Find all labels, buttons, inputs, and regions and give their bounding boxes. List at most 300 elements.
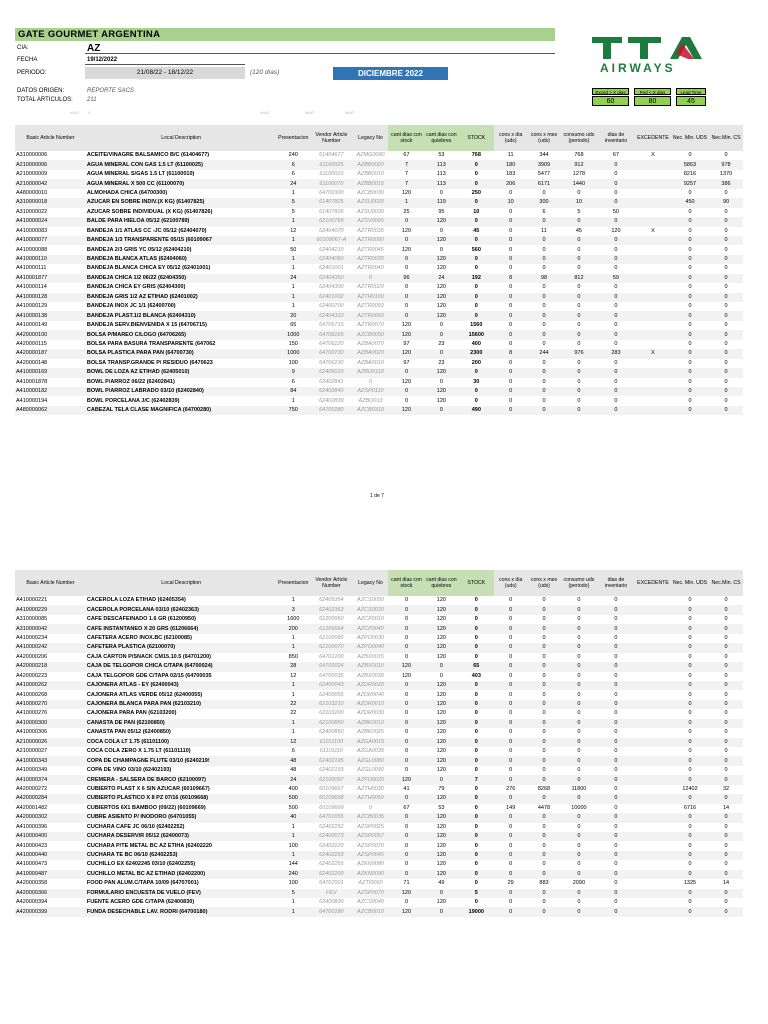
cell-description: CAJONERA PARA PAN (62103200) [86,710,177,717]
cell-dias-stock: 120 [401,246,412,253]
cell-presentacion: 150 [288,340,298,347]
cell-stock: 0 [474,284,478,291]
cell-presentacion: 240 [276,870,310,879]
cell-dias-quiebres: 120 [424,624,458,633]
table-row [15,690,743,699]
cell-nec-min-cs: 0 [724,227,728,234]
cell-description: CAJONERA ATLAS VERDE 05/12 (62400055) [86,691,203,698]
cell-legacy-no: AZSP0045 [353,851,389,860]
cell-nec-min-cs: 386 [709,179,743,188]
cell-presentacion: 1 [276,643,310,652]
cell-dias-stock: 0 [388,605,424,614]
cell-description: ALMOHADA CHICA (64700300) [86,189,168,196]
cell-stock: 0 [458,198,494,207]
cell-stock: 0 [458,681,494,690]
cell-cons-dia: 0 [494,775,527,784]
cell-dias-quiebres: 53 [438,152,445,159]
cell-presentacion: 200 [276,624,310,633]
table-row [15,615,743,624]
cell-excedente [635,841,671,850]
cell-presentacion: 1600 [287,616,300,623]
table-row [15,283,743,292]
cell-nec-min-uds: 0 [671,700,709,709]
cell-dias-stock: 0 [388,738,424,747]
cell-cons-mes: 0 [527,605,561,614]
cell-stock: 0 [458,700,494,709]
cell-cons-mes: 0 [527,236,561,245]
cell-dias-quiebres: 120 [436,397,446,404]
cell-dias-quiebres: 120 [436,691,446,698]
cell-legacy-no: 0 [368,804,373,811]
cell-excedente [635,293,671,302]
cell-cons-mes: 5477 [537,171,551,178]
cell-nec-min-cs: 0 [724,303,728,310]
cell-dias-stock: 0 [388,870,424,879]
cell-article-number: A410000169 [15,368,86,377]
cell-cons-dia: 0 [509,653,513,660]
cell-dias-inventario: 0 [614,691,618,698]
cell-nec-min-uds: 0 [688,227,692,234]
cell-cons-mes: 0 [527,624,561,633]
cell-nec-min-uds: 0 [671,624,709,633]
cell-consumo-periodo: 0 [561,851,597,860]
cell-consumo-periodo: 0 [577,634,581,641]
cell-dias-stock: 97 [403,359,410,366]
cell-dias-quiebres: 23 [438,359,445,366]
table-row [15,889,743,898]
inventory-table-page-1 [15,125,743,415]
cell-legacy-no: AZTI0060 [358,880,383,887]
cell-nec-min-uds: 0 [671,236,709,245]
cell-nec-min-uds: 12402 [682,785,698,792]
cell-dias-quiebres: 53 [438,804,445,811]
cell-legacy-no: AZMG0090 [356,152,385,159]
cell-vendor-article: 62400700 [319,303,344,310]
cell-presentacion: 1 [291,634,295,641]
cell-nec-min-uds: 0 [671,813,709,822]
cell-article-number: A410000374 [15,775,86,784]
cell-presentacion: 9 [276,368,310,377]
kpi-lead-value: 45 [676,96,706,106]
cell-cons-mes: 0 [542,653,546,660]
cell-excedente [635,340,671,349]
table-row [15,643,743,652]
cell-stock: 0 [474,729,478,736]
cell-description: BALDE PARA HIELOA 05/12 (62100789) [86,217,276,226]
cell-vendor-article: 60109667 [319,785,344,792]
cell-legacy-no: AZSP0025 [357,823,384,830]
table-row [15,728,743,737]
cell-nec-min-uds: 0 [688,634,692,641]
cell-cons-dia: 0 [494,738,527,747]
cell-nec-min-uds: 5863 [671,160,709,169]
cell-vendor-article: 61404677 [319,152,344,159]
cell-article-number: A410000077 [15,236,86,245]
cell-description: CUBIERTO PLASTICO X 8 PZ 07/16 (60109668) [86,794,276,803]
cell-nec-min-cs: 0 [724,189,728,196]
cell-article-number: A420000272 [16,785,48,792]
cell-description: CAFE INSTANTANEO X 20 GRS (61206664) [86,624,276,633]
logo-text: AIRWAYS [600,61,676,75]
cell-consumo-periodo: 0 [577,303,581,310]
cell-consumo-periodo: 0 [561,700,597,709]
cell-dias-inventario: 0 [597,662,635,671]
cell-nec-min-uds: 0 [671,643,709,652]
cell-dias-inventario: 0 [614,616,618,623]
cell-stock: 0 [474,842,478,849]
cell-article-number: A410000229 [15,605,86,614]
cell-dias-inventario: 0 [614,842,618,849]
cell-presentacion: 1 [276,293,310,302]
cell-article-number: A420000302 [15,813,86,822]
cell-vendor-article: 62402363 [310,605,352,614]
cell-dias-inventario: 0 [597,406,635,415]
cell-dias-inventario: 59 [597,274,635,283]
cell-excedente [635,236,671,245]
cell-dias-stock: 0 [404,729,408,736]
cell-presentacion: 1 [276,719,310,728]
cell-presentacion: 6 [276,160,310,169]
cell-cons-mes: 0 [527,775,561,784]
cell-cons-mes: 0 [527,738,561,747]
cell-nec-min-uds: 0 [671,387,709,396]
cell-nec-min-cs: 0 [724,208,728,215]
cell-nec-min-uds: 0 [688,899,692,906]
cell-cons-dia: 10 [494,198,527,207]
cell-nec-min-cs: 0 [724,359,728,366]
cell-description: COPA DE CHAMPAGNE FLUTE 03/10 (6240219! [86,756,276,765]
cell-vendor-article: 62402195 [310,756,352,765]
cell-cons-mes: 0 [542,284,546,291]
cell-nec-min-uds: 0 [688,378,692,385]
cell-cons-dia: 0 [509,359,513,366]
cell-dias-inventario: 0 [614,246,618,253]
cell-nec-min-uds: 0 [671,738,709,747]
cell-vendor-article: 64700300 [319,189,344,196]
cell-dias-stock: 0 [388,643,424,652]
cell-legacy-no: AZBX0030 [357,672,384,679]
cell-cons-dia: 0 [494,851,527,860]
cell-nec-min-cs: 0 [709,217,743,226]
cell-stock: 2300 [458,349,494,358]
cell-nec-min-cs: 1370 [719,171,733,178]
cell-nec-min-uds: 0 [671,662,709,671]
table-row [15,766,743,775]
column-header-description: Local Description [86,570,276,596]
cell-dias-stock: 0 [388,681,424,690]
cell-cons-mes: 0 [527,368,561,377]
cell-dias-stock: 0 [404,634,408,641]
cell-dias-stock: 120 [388,889,424,898]
cell-dias-quiebres: 0 [424,889,458,898]
cell-article-number: A410000473 [16,861,48,868]
cell-excedente [635,179,671,188]
cell-stock: 0 [458,311,494,320]
cell-nec-min-cs: 14 [722,804,730,811]
cell-dias-stock: 0 [388,217,424,226]
cell-presentacion: 1 [291,691,295,698]
cell-description: CACEROLA PORCELANA 03/10 (62402363) [86,605,276,614]
column-header-nec-min-cs: Nec.Min. CS [709,570,743,596]
table-row [15,823,743,832]
cell-dias-stock: 0 [404,597,408,604]
cell-consumo-periodo: 0 [577,823,581,830]
cell-cons-mes: 0 [527,643,561,652]
cell-description: ACEITE/VINAGRE BALSAMICO B/C (61404677) [86,152,210,159]
cell-description: CUCHARA TE BC 06/10 (62402253) [86,851,276,860]
table-row [15,700,743,709]
cell-excedente [635,208,671,217]
cell-legacy-no: AZTR0060 [353,311,389,320]
cell-stock: 0 [458,179,494,188]
cell-dias-stock: 0 [404,710,408,717]
cell-stock: 0 [458,851,494,860]
cell-vendor-article: 64706220 [319,340,344,347]
table-row [15,274,743,283]
cell-legacy-no: AZCS0050 [357,597,384,604]
cell-consumo-periodo: 0 [577,246,581,253]
cell-consumo-periodo: 912 [561,160,597,169]
cell-nec-min-uds: 0 [688,208,692,215]
cell-dias-stock: 0 [388,832,424,841]
cell-stock: 560 [471,246,481,253]
cell-cons-dia: 180 [494,160,527,169]
cell-nec-min-cs: 0 [724,653,728,660]
cell-presentacion: 1 [291,265,295,272]
cell-dias-stock: 0 [388,255,424,264]
column-header-presentacion: Presentacion [276,125,310,151]
table-row [15,634,743,643]
column-header-dias-quiebres: cant dias con quiebres [424,125,458,151]
cell-dias-inventario: 0 [597,794,635,803]
cell-presentacion: 12 [276,738,310,747]
cell-consumo-periodo: 0 [577,378,581,385]
cell-presentacion: 6 [291,378,295,385]
cell-article-number: A410000083 [16,227,48,234]
cell-stock: 0 [458,832,494,841]
cell-stock: 0 [474,823,478,830]
cell-presentacion: 850 [288,653,298,660]
cell-nec-min-cs: 0 [724,672,728,679]
cell-stock: 7 [458,775,494,784]
cell-dias-inventario: 0 [597,813,635,822]
column-header-excedente: EXCEDENTE [635,570,671,596]
cell-cons-mes: 0 [542,861,546,868]
column-header-description: Local Description [86,125,276,151]
ita-airways-logo [590,35,705,77]
cell-consumo-periodo: 0 [577,899,581,906]
cell-vendor-article: 61101110 [319,748,343,755]
cell-excedente [635,766,671,775]
cell-description: CANASTA DE PAN (62100850) [86,719,276,728]
cell-presentacion: 1 [276,681,310,690]
cia-underline [85,53,555,54]
table-row [15,870,743,879]
table-row [15,217,743,226]
cell-presentacion: 240 [288,152,298,159]
cell-dias-inventario: 0 [614,359,618,366]
cell-cons-mes: 6 [542,208,546,215]
cell-dias-stock: 0 [388,719,424,728]
cell-article-number: A410000128 [15,293,86,302]
cell-cons-mes: 0 [542,823,546,830]
cell-vendor-article: FEV [310,889,352,898]
cell-excedente [635,681,671,690]
cell-nec-min-uds: 0 [688,246,692,253]
cell-nec-min-cs: 0 [724,597,728,604]
cell-dias-quiebres: 120 [424,813,458,822]
cell-stock: 15600 [458,330,494,339]
cell-excedente [635,387,671,396]
cell-stock: 0 [458,293,494,302]
cell-legacy-no: AZTR0040 [357,265,384,272]
cell-legacy-no: AZTR0020 [357,284,384,291]
cell-nec-min-cs: 0 [709,756,743,765]
cell-description: BOWL DE LOZA AZ ETIHAD (62405010) [86,368,276,377]
cell-consumo-periodo: 0 [577,284,581,291]
cell-article-number: A410000487 [15,870,86,879]
cell-vendor-article: 62100070 [310,643,352,652]
cell-nec-min-cs: 0 [724,729,728,736]
cell-dias-quiebres: 120 [424,794,458,803]
table-row [15,898,743,907]
cell-article-number: A210000027 [16,748,48,755]
cell-stock: 0 [458,387,494,396]
cell-presentacion: 1000 [276,330,310,339]
cell-consumo-periodo: 0 [561,813,597,822]
cell-excedente [635,662,671,671]
cell-excedente [635,804,671,813]
cell-legacy-no: AZPO0030 [356,634,385,641]
cell-nec-min-uds: 0 [688,397,692,404]
cell-dias-stock: 96 [388,274,424,283]
cell-consumo-periodo: 45 [575,227,582,234]
cell-dias-inventario: 0 [614,899,618,906]
table-row [15,775,743,784]
cell-excedente [635,775,671,784]
cell-cons-mes: 0 [542,767,546,774]
cell-cons-mes: 0 [527,311,561,320]
cell-dias-inventario: 0 [614,861,618,868]
cell-nec-min-uds: 0 [688,861,692,868]
cell-nec-min-cs: 0 [709,662,743,671]
cell-legacy-no: AZGL0080 [353,756,389,765]
cell-article-number: A410000024 [15,217,86,226]
cell-presentacion: 3 [276,605,310,614]
table-row [15,794,743,803]
cell-cons-mes: 0 [527,794,561,803]
cell-cons-mes: 0 [527,293,561,302]
cell-presentacion: 1 [291,303,295,310]
cell-dias-stock: 0 [388,794,424,803]
cell-dias-inventario: 120 [611,227,621,234]
cell-nec-min-cs: 0 [724,861,728,868]
cell-nec-min-uds: 0 [671,756,709,765]
cell-vendor-article: 64700035 [319,672,344,679]
cell-nec-min-uds: 0 [671,368,709,377]
cell-stock: 400 [471,340,481,347]
cell-legacy-no: AZGL0090 [357,767,384,774]
cell-cons-dia: 0 [494,794,527,803]
cell-consumo-periodo: 0 [561,832,597,841]
cell-stock: 0 [474,710,478,717]
table-row [15,311,743,320]
column-header-consumo-periodo: consumo uds (periodo) [561,125,597,151]
cell-cons-mes: 0 [542,359,546,366]
cell-presentacion: 24 [276,274,310,283]
origen-label: DATOS ORIGEN: [17,88,65,94]
cell-vendor-article: 62402255 [319,861,344,868]
cell-cons-dia: 0 [509,189,513,196]
cell-stock: 0 [458,160,494,169]
cell-vendor-article: 61407825 [310,198,352,207]
cell-dias-inventario: 0 [614,189,618,196]
cell-legacy-no: AZCF0010 [357,616,384,623]
cell-dias-quiebres: 120 [436,710,446,717]
cell-description: BANDEJA 1/3 TRANSPARENTE 05/15 (60109067 [86,236,276,245]
cell-nec-min-uds: 0 [688,322,692,329]
cell-dias-quiebres: 120 [436,842,446,849]
cell-dias-stock: 0 [388,700,424,709]
column-header-stock: STOCK [458,570,494,596]
periodo-label: PERIODO: [17,70,47,76]
cell-article-number: A210000026 [15,738,86,747]
cell-legacy-no: AZBX0015 [357,653,384,660]
cell-consumo-periodo: 1440 [561,179,597,188]
cell-legacy-no: AZTR0045 [357,246,384,253]
cell-article-number: A410000262 [15,681,86,690]
cell-presentacion: 65 [290,322,297,329]
cell-excedente: X [651,152,655,159]
cell-presentacion: 1000 [276,349,310,358]
cell-cons-dia: 0 [494,406,527,415]
cell-nec-min-cs: 0 [709,681,743,690]
column-header-nec-min-cs: Nec.Min. CS [709,125,743,151]
cell-article-number: A410000276 [16,710,48,717]
cell-dias-quiebres: 120 [424,851,458,860]
cell-excedente [635,879,671,888]
table-row [15,208,743,217]
cell-dias-quiebres: 120 [436,303,446,310]
cell-presentacion: 24 [276,775,310,784]
table-row [15,198,743,207]
cell-stock: 0 [458,217,494,226]
cell-article-number: A410000182 [15,387,86,396]
cell-article-number: A210000009 [16,171,48,178]
cell-legacy-no: AZGA0015 [353,738,389,747]
cell-article-number: A410000396 [16,823,48,830]
cell-cons-dia: 0 [509,616,513,623]
cell-nec-min-cs: 0 [724,842,728,849]
cell-nec-min-cs: 0 [724,899,728,906]
cell-cons-mes: 0 [527,907,561,916]
cell-excedente [635,274,671,283]
cell-dias-quiebres: 24 [424,274,458,283]
table-row [15,245,743,254]
cell-nec-min-uds: 0 [688,823,692,830]
cell-vendor-article: 62100085 [319,634,344,641]
cell-cons-dia: 8 [494,274,527,283]
cell-cons-dia: 0 [494,813,527,822]
cell-dias-stock: 7 [388,160,424,169]
cell-dias-quiebres: 95 [438,208,445,215]
cell-nec-min-uds: 0 [671,293,709,302]
inventory-table-page-2 [15,570,743,917]
cell-stock: 0 [474,597,478,604]
cell-stock: 0 [474,265,478,272]
cell-presentacion: 1 [291,729,295,736]
table-row [15,302,743,311]
